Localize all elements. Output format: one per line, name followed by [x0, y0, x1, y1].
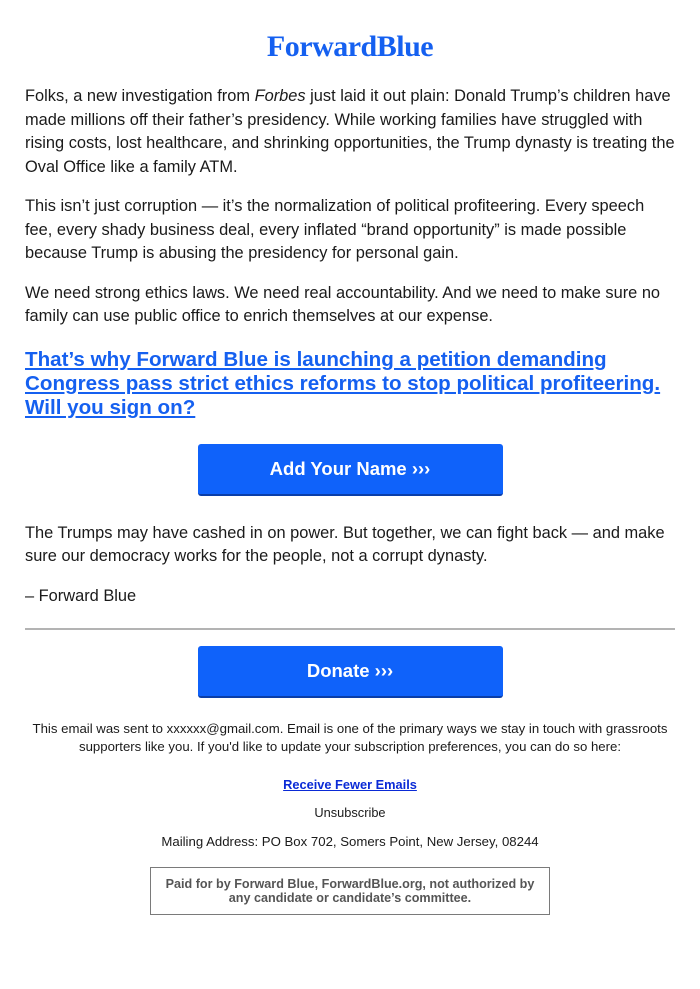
petition-link[interactable]: That’s why Forward Blue is launching a petition demanding Congress pass strict ethics reforms to stop political profiteering. Will you sign on?	[25, 347, 661, 419]
add-your-name-button[interactable]: Add Your Name ›››	[198, 444, 503, 496]
add-name-row	[25, 420, 675, 496]
mailing-address: Mailing Address: PO Box 702, Somers Point, New Jersey, 08244	[161, 834, 539, 849]
closing-paragraph: The Trumps may have cashed in on power. But together, we can fight back — and make sure our democracy works for the people, not a corrupt dynasty.	[25, 523, 665, 565]
ethics-paragraph: We need strong ethics laws. We need real accountability. And we need to make sure no family can use public office to enrich themselves at our expense.	[25, 283, 661, 325]
unsubscribe-link[interactable]: Unsubscribe	[314, 805, 386, 820]
signature: – Forward Blue	[25, 586, 137, 605]
footer-notice: This email was sent to xxxxxx@gmail.com. Email is one of the primary ways we stay in touch with grassroots supporters like you. If you'd like to update your subscription preferences, you can do so here:	[32, 721, 668, 754]
intro-text-start: Folks, a new investigation from	[25, 87, 255, 105]
paid-for-disclaimer: Paid for by Forward Blue, ForwardBlue.org, not authorized by any candidate or candidate’s committee.	[150, 867, 550, 915]
receive-fewer-emails-link[interactable]: Receive Fewer Emails	[283, 777, 417, 792]
corruption-paragraph: This isn’t just corruption — it’s the normalization of political profiteering. Every speech fee, every shady business deal, every inflated “brand opportunity” is made possible because Trump is abusing the presidency for personal gain.	[25, 197, 645, 262]
email-body	[0, 85, 700, 915]
donate-button[interactable]: Donate ›››	[198, 646, 503, 698]
intro-paragraph	[25, 85, 675, 179]
intro-text-end: just laid it out plain: Donald Trump’s children have made millions off their father’s presidency. While working families have struggled with rising costs, lost healthcare, and shrinking opportunities, the Trump dynasty is treating the Oval Office like a family ATM.	[25, 87, 675, 176]
source-name: Forbes	[254, 87, 306, 105]
brand-logo	[0, 0, 700, 70]
donate-row	[25, 630, 675, 698]
brand-logo-text: ForwardBlue	[266, 30, 434, 63]
email-footer	[25, 720, 675, 915]
